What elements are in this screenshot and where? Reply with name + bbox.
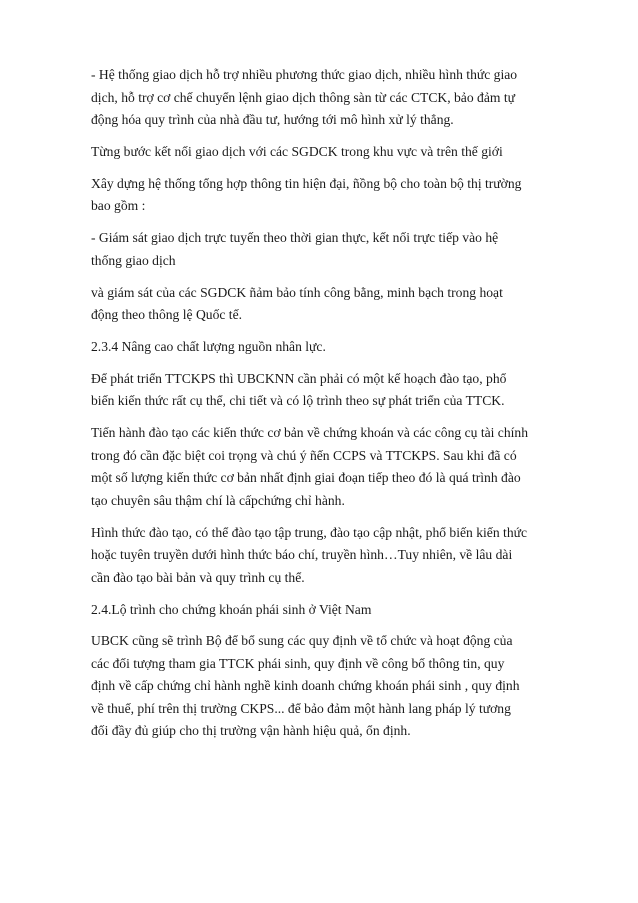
- text-line: Xây dựng hệ thống tổng hợp thông tin hiện đại, ñồng bộ cho toàn bộ thị trường: [91, 175, 522, 191]
- text-line: biến kiến thức rất cụ thể, chi tiết và có lộ trình theo sự phát triển của TTCK.: [91, 393, 505, 409]
- text-line: - Giám sát giao dịch trực tuyến theo thời gian thực, kết nối trực tiếp vào hệ: [91, 230, 499, 246]
- text-line: 2.4.Lộ trình cho chứng khoán phái sinh ở Việt Nam: [91, 601, 372, 617]
- document-page: [91, 64, 573, 752]
- text-line: thống giao dịch: [91, 252, 176, 268]
- paragraph: [91, 336, 573, 359]
- text-line: đối đầy đủ giúp cho thị trường vận hành hiệu quả, ổn định.: [91, 723, 411, 739]
- text-line: và giám sát của các SGDCK ñảm bảo tính công bằng, minh bạch trong hoạt: [91, 284, 503, 300]
- text-line: Hình thức đào tạo, có thể đào tạo tập trung, đào tạo cập nhật, phổ biến kiến thức: [91, 524, 528, 540]
- paragraph: [91, 64, 573, 132]
- text-line: - Hệ thống giao dịch hỗ trợ nhiều phương thức giao dịch, nhiều hình thức giao: [91, 67, 518, 82]
- text-line: định về cấp chứng chỉ hành nghề kinh doanh chứng khoán phái sinh , quy định: [91, 678, 520, 694]
- text-line: Để phát triển TTCKPS thì UBCKNN cần phải có một kế hoạch đào tạo, phổ: [91, 370, 507, 386]
- text-line: động theo thông lệ Quốc tế.: [91, 307, 243, 323]
- paragraph: [91, 282, 573, 327]
- paragraph: [91, 141, 573, 164]
- text-line: một số lượng kiến thức cơ bản nhất định giai đoạn tiếp theo đó là quá trình đào: [91, 470, 521, 486]
- text-line: bao gồm :: [91, 198, 146, 214]
- text-line: dịch, hỗ trợ cơ chế chuyển lệnh giao dịch thông sàn từ các CTCK, bảo đảm tự: [91, 89, 515, 105]
- text-line: các đối tượng tham gia TTCK phái sinh, quy định về công bố thông tin, quy: [91, 655, 505, 671]
- text-line: động hóa quy trình của nhà đầu tư, hướng tới mô hình xử lý thẳng.: [91, 112, 454, 127]
- paragraph: [91, 630, 573, 743]
- paragraph: [91, 599, 573, 622]
- text-line: Tiến hành đào tạo các kiến thức cơ bản về chứng khoán và các công cụ tài chính: [91, 425, 529, 441]
- text-line: cần đào tạo bài bản và quy trình cụ thể.: [91, 569, 305, 585]
- paragraph: [91, 368, 573, 413]
- paragraph: [91, 173, 573, 218]
- text-line: 2.3.4 Nâng cao chất lượng nguồn nhân lực.: [91, 338, 326, 354]
- text-line: về thuế, phí trên thị trường CKPS... để bảo đảm một hành lang pháp lý tương: [91, 700, 511, 716]
- paragraph: [91, 227, 573, 272]
- text-line: UBCK cũng sẽ trình Bộ để bổ sung các quy định về tổ chức và hoạt động của: [91, 633, 513, 649]
- text-line: tạo chuyên sâu thậm chí là cấpchứng chỉ hành.: [91, 492, 345, 508]
- paragraph: [91, 422, 573, 512]
- text-line: Từng bước kết nối giao dịch với các SGDCK trong khu vực và trên thế giới: [91, 143, 503, 159]
- paragraph: [91, 522, 573, 590]
- text-line: trong đó cần đặc biệt coi trọng và chú ý ñến CCPS và TTCKPS. Sau khi đã có: [91, 447, 517, 463]
- text-line: hoặc tuyên truyền dưới hình thức báo chí, truyền hình…Tuy nhiên, về lâu dài: [91, 547, 513, 563]
